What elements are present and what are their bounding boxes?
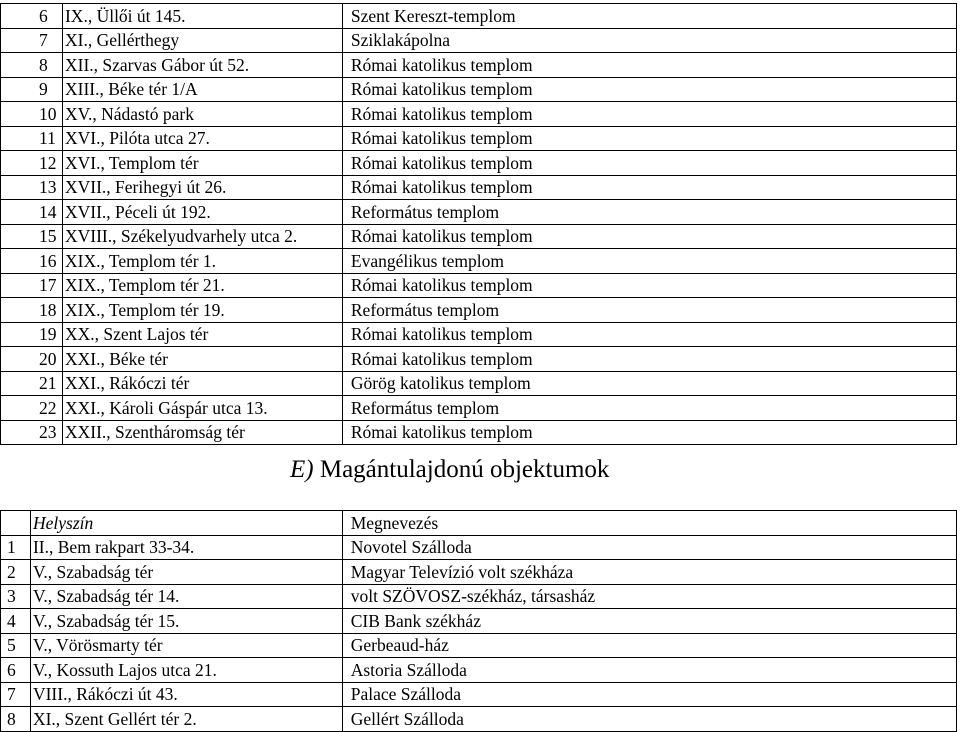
header-number-cell — [1, 511, 31, 536]
location-cell: XX., Szent Lajos tér — [62, 322, 342, 347]
row-number: 9 — [1, 77, 63, 102]
table-row — [1, 175, 957, 200]
table-row — [1, 102, 957, 127]
location-cell: XIX., Templom tér 1. — [62, 249, 342, 274]
table-row — [1, 77, 957, 102]
section-title-text: Magántulajdonú objektumok — [319, 456, 610, 483]
name-cell: Sziklakápolna — [342, 28, 956, 53]
private-objects-table — [0, 510, 957, 732]
location-cell: XVII., Ferihegyi út 26. — [62, 175, 342, 200]
location-cell: XI., Gellérthegy — [62, 28, 342, 53]
table-row — [1, 658, 957, 683]
header-location-cell: Helyszín — [30, 511, 342, 536]
name-cell: Szent Kereszt-templom — [342, 4, 956, 29]
location-cell: XVI., Templom tér — [62, 151, 342, 176]
location-cell: XVII., Péceli út 192. — [62, 200, 342, 225]
location-cell: V., Szabadság tér 15. — [30, 609, 342, 634]
table-row — [1, 633, 957, 658]
row-number: 11 — [1, 126, 63, 151]
name-cell: Római katolikus templom — [342, 224, 956, 249]
location-cell: VIII., Rákóczi út 43. — [30, 682, 342, 707]
table-row — [1, 249, 957, 274]
location-cell: XXI., Béke tér — [62, 347, 342, 372]
row-number: 20 — [1, 347, 63, 372]
table-row — [1, 420, 957, 445]
location-cell: XIX., Templom tér 21. — [62, 273, 342, 298]
name-cell: Római katolikus templom — [342, 175, 956, 200]
table-row — [1, 371, 957, 396]
row-number: 2 — [1, 560, 31, 585]
location-cell: XVIII., Székelyudvarhely utca 2. — [62, 224, 342, 249]
row-number: 7 — [1, 28, 63, 53]
row-number: 19 — [1, 322, 63, 347]
name-cell: Római katolikus templom — [342, 126, 956, 151]
row-number: 7 — [1, 682, 31, 707]
table-row — [1, 560, 957, 585]
name-cell: volt SZÖVOSZ-székház, társasház — [342, 584, 956, 609]
table-row — [1, 707, 957, 732]
name-cell: Református templom — [342, 396, 956, 421]
row-number: 1 — [1, 535, 31, 560]
row-number: 14 — [1, 200, 63, 225]
row-number: 4 — [1, 609, 31, 634]
table-row — [1, 126, 957, 151]
row-number: 8 — [1, 53, 63, 78]
private-objects-table-body — [1, 511, 957, 732]
row-number: 16 — [1, 249, 63, 274]
name-cell: Római katolikus templom — [342, 322, 956, 347]
name-cell: Astoria Szálloda — [342, 658, 956, 683]
name-cell: Református templom — [342, 298, 956, 323]
name-cell: Római katolikus templom — [342, 77, 956, 102]
table-row — [1, 151, 957, 176]
location-cell: XIX., Templom tér 19. — [62, 298, 342, 323]
location-cell: V., Vörösmarty tér — [30, 633, 342, 658]
churches-table — [0, 3, 957, 445]
table-row — [1, 4, 957, 29]
churches-table-body — [1, 4, 957, 445]
table-row — [1, 322, 957, 347]
name-cell: Görög katolikus templom — [342, 371, 956, 396]
location-cell: XXII., Szentháromság tér — [62, 420, 342, 445]
name-cell: Római katolikus templom — [342, 273, 956, 298]
row-number: 15 — [1, 224, 63, 249]
table-row — [1, 396, 957, 421]
section-letter: E) — [290, 456, 314, 483]
location-cell: V., Szabadság tér — [30, 560, 342, 585]
name-cell: Római katolikus templom — [342, 420, 956, 445]
name-cell: Novotel Szálloda — [342, 535, 956, 560]
table-row — [1, 682, 957, 707]
row-number: 21 — [1, 371, 63, 396]
row-number: 18 — [1, 298, 63, 323]
table-row — [1, 347, 957, 372]
row-number: 17 — [1, 273, 63, 298]
table-row — [1, 298, 957, 323]
name-cell: Római katolikus templom — [342, 151, 956, 176]
location-cell: XXI., Károli Gáspár utca 13. — [62, 396, 342, 421]
name-cell: Palace Szálloda — [342, 682, 956, 707]
table-row — [1, 584, 957, 609]
location-cell: XI., Szent Gellért tér 2. — [30, 707, 342, 732]
table-header-row — [1, 511, 957, 536]
name-cell: Római katolikus templom — [342, 53, 956, 78]
location-cell: II., Bem rakpart 33-34. — [30, 535, 342, 560]
table-row — [1, 200, 957, 225]
table-row — [1, 53, 957, 78]
table-row — [1, 224, 957, 249]
location-cell: V., Kossuth Lajos utca 21. — [30, 658, 342, 683]
section-title — [290, 453, 609, 487]
table-row — [1, 609, 957, 634]
row-number: 12 — [1, 151, 63, 176]
location-cell: V., Szabadság tér 14. — [30, 584, 342, 609]
table-row — [1, 28, 957, 53]
header-name-cell: Megnevezés — [342, 511, 956, 536]
name-cell: Evangélikus templom — [342, 249, 956, 274]
location-cell: XXI., Rákóczi tér — [62, 371, 342, 396]
row-number: 6 — [1, 4, 63, 29]
location-cell: XII., Szarvas Gábor út 52. — [62, 53, 342, 78]
name-cell: Gerbeaud-ház — [342, 633, 956, 658]
row-number: 5 — [1, 633, 31, 658]
row-number: 6 — [1, 658, 31, 683]
table-row — [1, 535, 957, 560]
location-cell: XV., Nádastó park — [62, 102, 342, 127]
name-cell: Gellért Szálloda — [342, 707, 956, 732]
name-cell: Római katolikus templom — [342, 347, 956, 372]
row-number: 3 — [1, 584, 31, 609]
name-cell: Református templom — [342, 200, 956, 225]
location-cell: XIII., Béke tér 1/A — [62, 77, 342, 102]
row-number: 10 — [1, 102, 63, 127]
row-number: 23 — [1, 420, 63, 445]
row-number: 8 — [1, 707, 31, 732]
row-number: 22 — [1, 396, 63, 421]
location-cell: XVI., Pilóta utca 27. — [62, 126, 342, 151]
row-number: 13 — [1, 175, 63, 200]
table-row — [1, 273, 957, 298]
name-cell: Magyar Televízió volt székháza — [342, 560, 956, 585]
location-cell: IX., Üllői út 145. — [62, 4, 342, 29]
name-cell: Római katolikus templom — [342, 102, 956, 127]
name-cell: CIB Bank székház — [342, 609, 956, 634]
